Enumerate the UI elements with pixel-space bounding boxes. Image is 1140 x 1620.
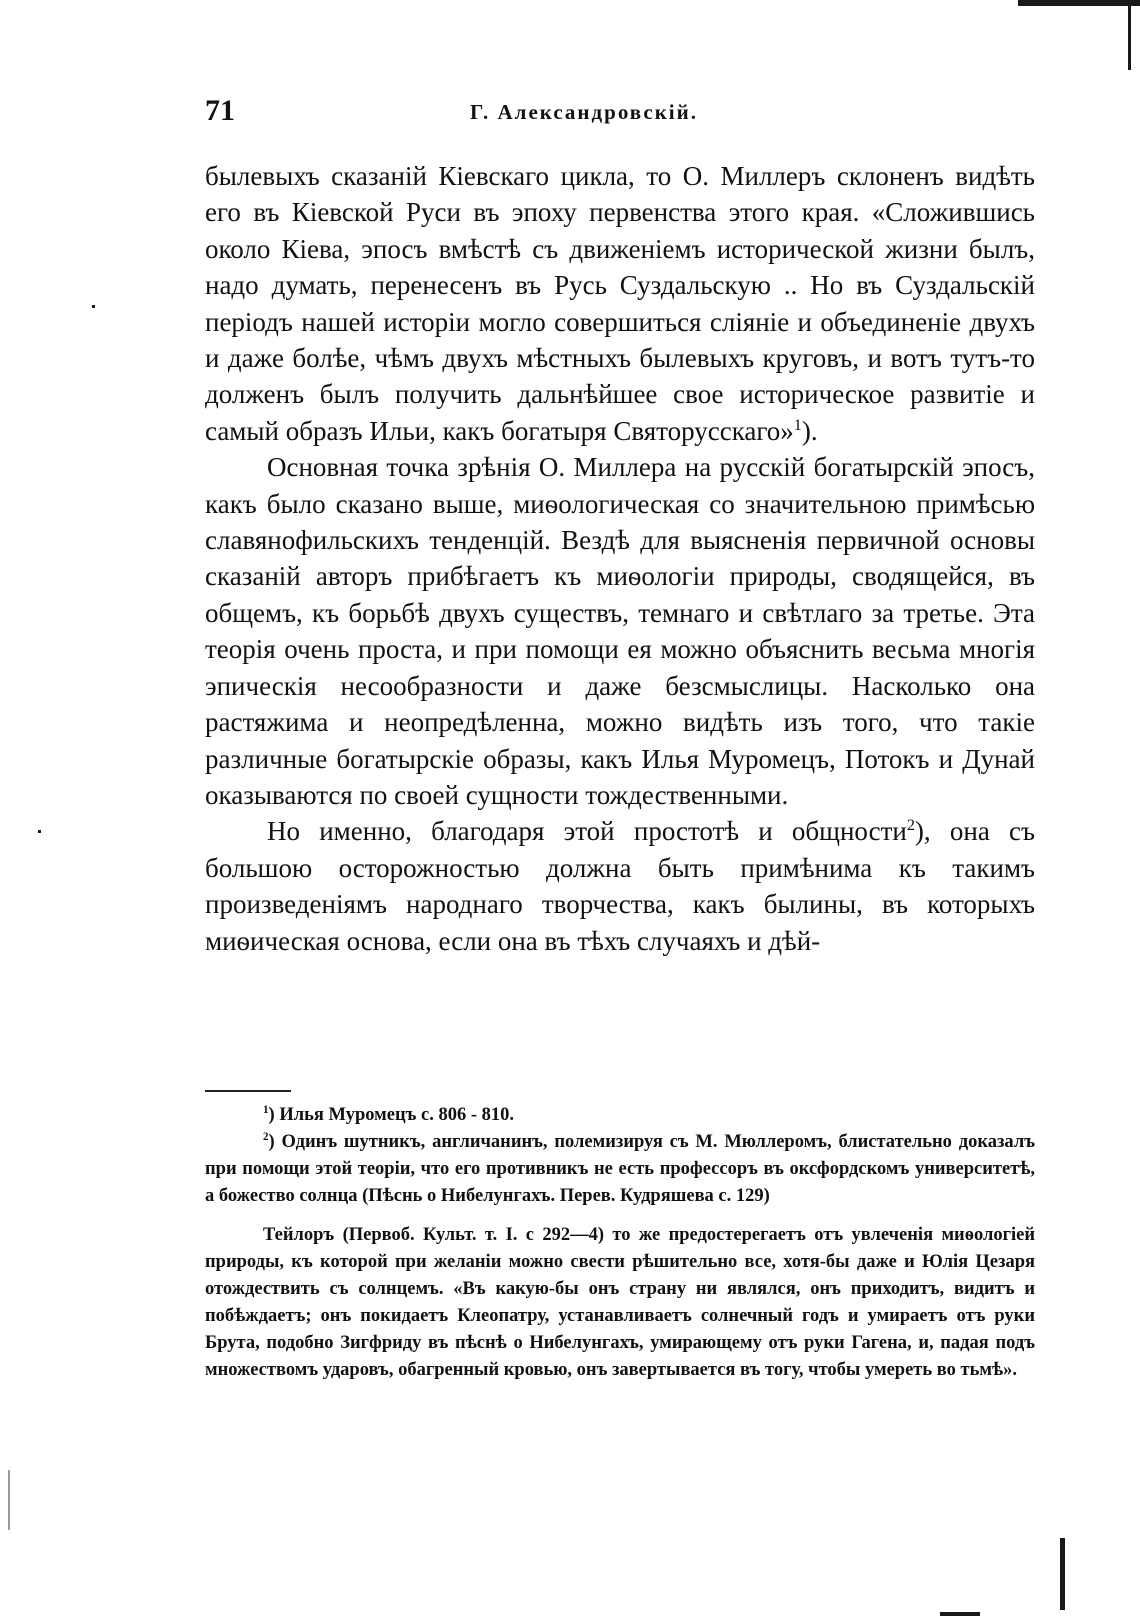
paragraph-3-text: Но именно, благодаря этой простотѣ и общности (267, 816, 907, 847)
paragraph-1-text: былевыхъ сказаній Кіевскаго цикла, то О. Миллеръ склоненъ видѣть его въ Кіевской Руси въ эпоху первенства этого края. «Сложившись около Кіева, эпосъ вмѣстѣ съ движеніемъ исторической жизни былъ, надо думать, перенесенъ въ Русь Суздальскую .. Но въ Суздальскій періодъ нашей исторіи могло совершиться сліяніе и объединеніе двухъ и даже болѣе, чѣмъ двухъ мѣстныхъ былевыхъ круговъ, и вотъ тутъ-то долженъ былъ получить дальнѣйшее свое историческое развитіе и самый образъ Ильи, какъ богатыря Святорусскаго» (205, 161, 1035, 446)
footnotes (205, 1102, 1035, 1384)
scan-artifact-bottom-right (1060, 1538, 1065, 1610)
page-number: 71 (205, 94, 235, 127)
scan-artifact-right-edge (1128, 0, 1131, 70)
scan-artifact-left-line (8, 1470, 10, 1530)
paragraph-3-end: ), она съ большою осторожностью должна быть примѣнима къ такимъ произведеніямъ народнаго творчества, какъ былины, въ которыхъ миѳическая основа, если она въ тѣхъ случаяхъ и дѣй- (205, 816, 1035, 956)
footnote-ref-1: 1 (793, 415, 802, 434)
scan-artifact-left-dot (92, 305, 95, 308)
scan-artifact-left-dot-2 (38, 830, 41, 833)
scan-artifact-bottom-mark (940, 1612, 980, 1616)
paragraph-1-end: ). (801, 415, 818, 446)
footnote-2-continuation: Тейлоръ (Первоб. Культ. т. I. с 292—4) то же предостерегаетъ отъ увлеченія миѳологіей природы, къ которой при желаніи можно свести рѣшительно все, хотя-бы даже и Юлія Цезаря отождествить съ солнцемъ. «Въ какую-бы онъ страну ни являлся, онъ приходитъ, видитъ и побѣждаетъ; онъ покидаетъ Клеопатру, устанавливаетъ солнечный годъ и умираетъ отъ руки Брута, подобно Зигфриду въ пѣснѣ о Нибелунгахъ, умирающему отъ руки Гагена, и, падая подъ множествомъ ударовъ, обагренный кровью, онъ завертывается въ тогу, чтобы умереть во тьмѣ». (205, 1225, 1035, 1380)
footnote-2-mark: 2 (263, 1130, 269, 1143)
scan-artifact-top-right (1018, 0, 1140, 6)
paragraph-1 (205, 158, 1035, 449)
footnote-2 (205, 1129, 1035, 1210)
running-head: Г. Александровскій. (470, 100, 698, 124)
footnote-1-text: ) Илья Муромецъ с. 806 - 810. (268, 1105, 515, 1125)
paragraph-3 (205, 813, 1035, 959)
main-text (205, 158, 1035, 959)
footnote-1 (205, 1102, 1035, 1129)
footnote-1-mark: 1 (263, 1103, 269, 1116)
footnote-2-text: ) Одинъ шутникъ, англичанинъ, полемизируя съ М. Мюллеромъ, блистательно доказалъ при помощи этой теоріи, что его противникъ не есть профессоръ въ оксфордскомъ университетѣ, а божество солнца (Пѣснь о Нибелунгахъ. Перев. Кудряшева с. 129) (205, 1132, 1035, 1206)
paragraph-2: Основная точка зрѣнія О. Миллера на русскій богатырскій эпосъ, какъ было сказано выше, миѳологическая со значительною примѣсью славянофильскихъ тенденцій. Вездѣ для выясненія первичной основы сказаній авторъ прибѣгаетъ къ миѳологіи природы, сводящейся, въ общемъ, къ борьбѣ двухъ существъ, темнаго и свѣтлаго за третье. Эта теорія очень проста, и при помощи ея можно объяснить весьма многія эпическія несообразности и даже безсмыслицы. Насколько она растяжима и неопредѣленна, можно видѣть изъ того, что такіе различные богатырскіе образы, какъ Илья Муромецъ, Потокъ и Дунай оказываются по своей сущности тождественными. (205, 452, 1035, 810)
page-header (205, 94, 1035, 134)
footnote-divider (205, 1090, 291, 1092)
footnote-ref-2: 2 (906, 816, 915, 835)
